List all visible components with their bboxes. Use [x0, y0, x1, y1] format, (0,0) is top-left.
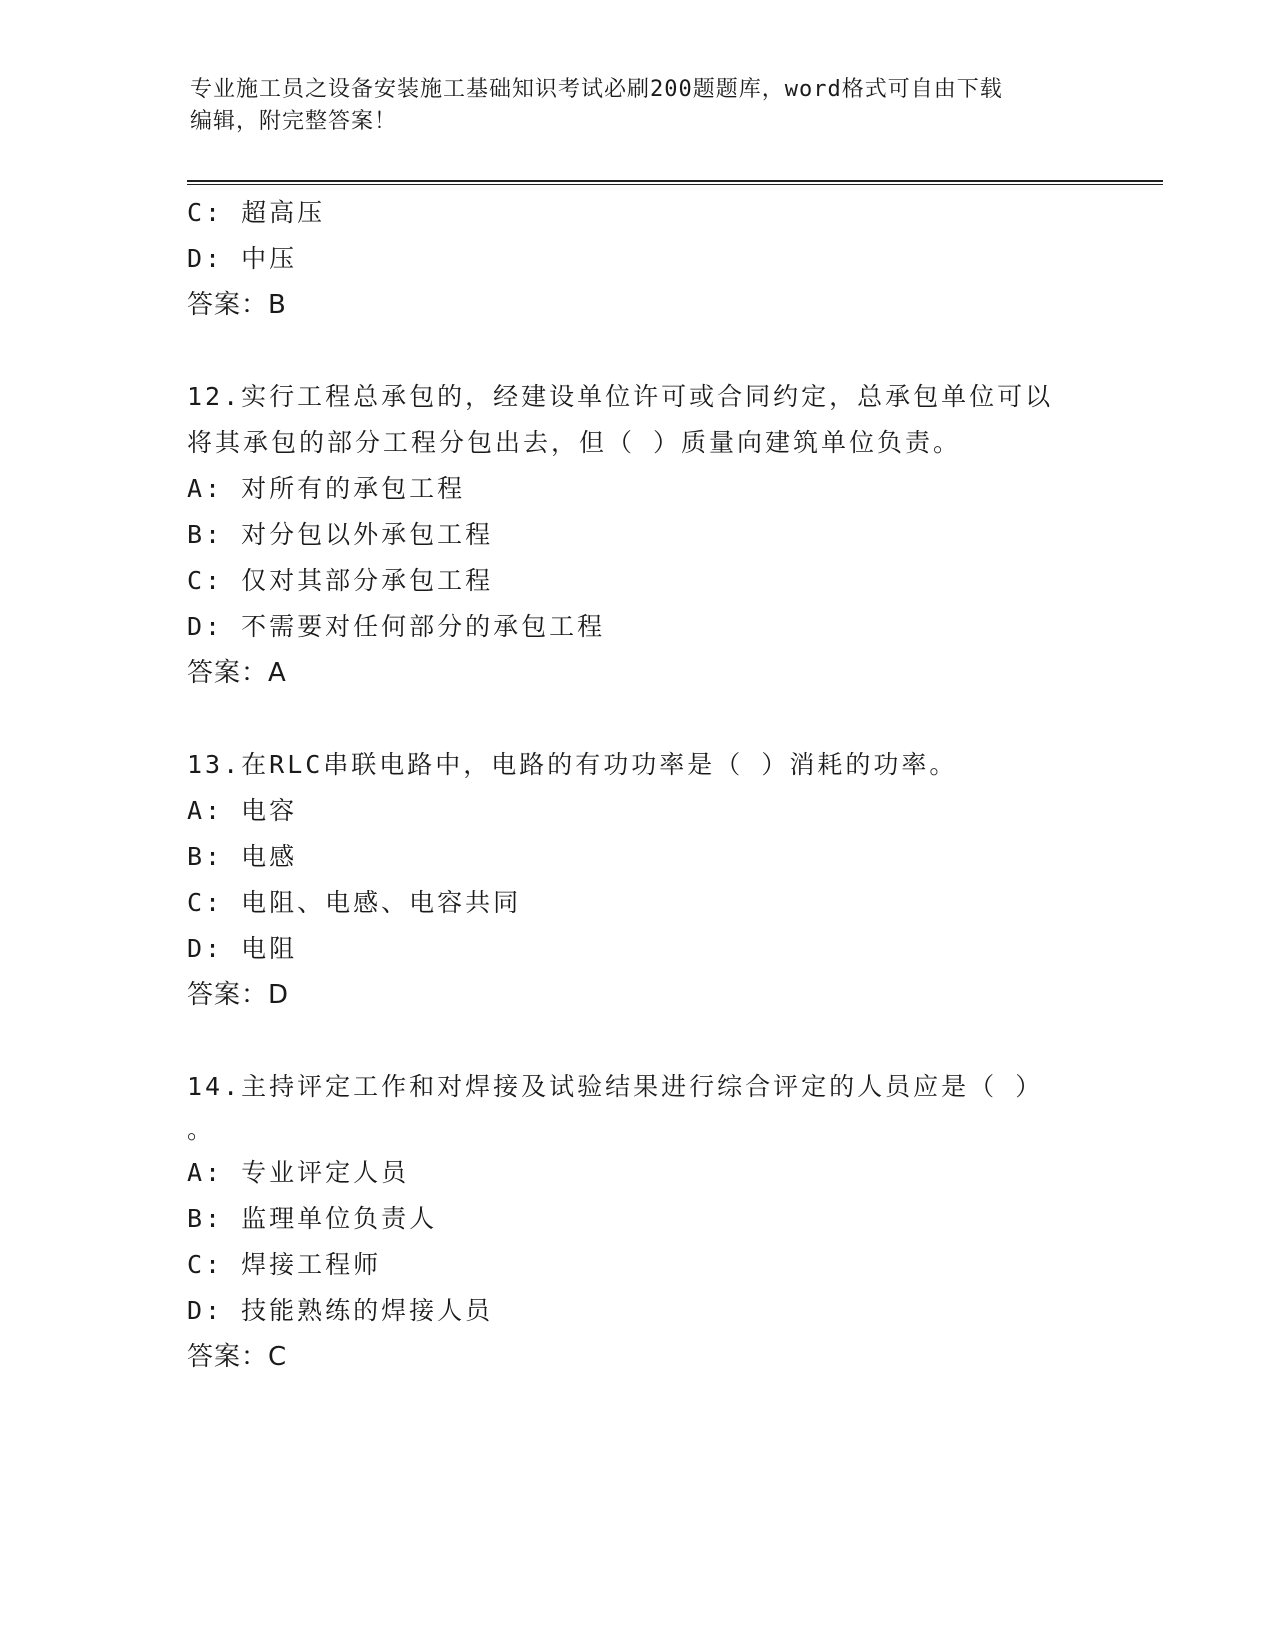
option-key: A:	[187, 796, 224, 825]
question-stem-line: 。	[187, 1115, 216, 1144]
option-key: C:	[187, 198, 224, 227]
option-key: C:	[187, 888, 224, 917]
option-text: 技能熟练的焊接人员	[241, 1296, 494, 1325]
question-12	[187, 374, 1087, 696]
option-d	[187, 236, 1087, 282]
option-text: 仅对其部分承包工程	[241, 566, 494, 595]
prev-question-block	[187, 190, 1087, 328]
option-key: D:	[187, 244, 224, 273]
option-text: 对分包以外承包工程	[241, 520, 494, 549]
option-text: 中压	[241, 244, 298, 273]
option-a	[187, 466, 1087, 512]
answer-line	[187, 282, 1087, 328]
answer-line	[187, 1334, 1087, 1380]
option-b	[187, 834, 1087, 880]
option-key: A:	[187, 1158, 224, 1187]
question-content	[187, 190, 1087, 1380]
answer-label: 答案：	[187, 290, 269, 320]
option-c	[187, 1242, 1087, 1288]
spacer	[187, 328, 1087, 374]
spacer	[187, 1018, 1087, 1064]
answer-value: A	[268, 658, 287, 688]
question-stem-line: 13.在RLC串联电路中，电路的有功功率是（ ）消耗的功率。	[187, 750, 958, 779]
question-stem-line: 将其承包的部分工程分包出去，但（ ）质量向建筑单位负责。	[187, 428, 962, 457]
document-header	[190, 74, 1090, 138]
option-text: 不需要对任何部分的承包工程	[241, 612, 606, 641]
option-text: 电阻	[241, 934, 298, 963]
answer-line	[187, 650, 1087, 696]
answer-value: B	[268, 290, 287, 320]
answer-label: 答案：	[187, 1342, 269, 1372]
question-14	[187, 1064, 1087, 1380]
option-key: C:	[187, 566, 224, 595]
option-d	[187, 926, 1087, 972]
option-key: D:	[187, 1296, 224, 1325]
option-text: 焊接工程师	[241, 1250, 382, 1279]
option-text: 监理单位负责人	[241, 1204, 438, 1233]
option-c	[187, 880, 1087, 926]
option-key: C:	[187, 1250, 224, 1279]
option-key: A:	[187, 474, 224, 503]
answer-value: D	[268, 980, 290, 1010]
option-key: B:	[187, 1204, 224, 1233]
header-divider	[187, 180, 1163, 185]
header-line-2: 编辑，附完整答案！	[190, 109, 398, 134]
option-d	[187, 604, 1087, 650]
option-key: B:	[187, 520, 224, 549]
option-key: D:	[187, 934, 224, 963]
option-text: 超高压	[241, 198, 326, 227]
option-c	[187, 558, 1087, 604]
option-text: 专业评定人员	[241, 1158, 410, 1187]
spacer	[187, 696, 1087, 742]
answer-line	[187, 972, 1087, 1018]
answer-label: 答案：	[187, 658, 269, 688]
question-stem-line: 12.实行工程总承包的，经建设单位许可或合同约定，总承包单位可以	[187, 382, 1054, 411]
header-line-1: 专业施工员之设备安装施工基础知识考试必刷200题题库，word格式可自由下载	[190, 77, 1003, 102]
option-d	[187, 1288, 1087, 1334]
answer-label: 答案：	[187, 980, 269, 1010]
option-b	[187, 1196, 1087, 1242]
question-13	[187, 742, 1087, 1018]
question-stem-line: 14.主持评定工作和对焊接及试验结果进行综合评定的人员应是（ ）	[187, 1072, 1044, 1101]
option-a	[187, 1150, 1087, 1196]
option-key: D:	[187, 612, 224, 641]
answer-value: C	[268, 1342, 288, 1372]
option-text: 对所有的承包工程	[241, 474, 466, 503]
option-key: B:	[187, 842, 224, 871]
option-text: 电阻、电感、电容共同	[241, 888, 522, 917]
option-a	[187, 788, 1087, 834]
option-text: 电感	[241, 842, 298, 871]
option-b	[187, 512, 1087, 558]
option-c	[187, 190, 1087, 236]
option-text: 电容	[241, 796, 298, 825]
